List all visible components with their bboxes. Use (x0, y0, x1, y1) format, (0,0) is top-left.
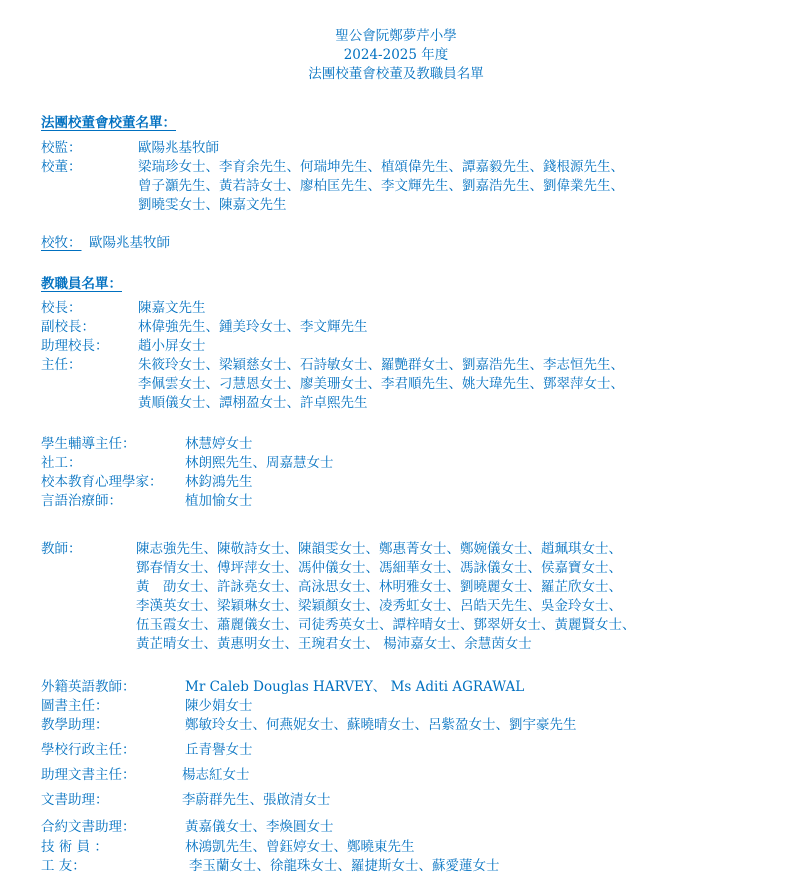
guidance-label: 學生輔導主任： (41, 436, 136, 452)
assistant-principal-label: 助理校長： (41, 338, 109, 354)
social-worker-names: 林朗熙先生、周嘉慧女士 (185, 455, 334, 471)
board-heading: 法團校董會校董名單： (41, 115, 176, 131)
technician-names: 林鴻凱先生、曾鈺婷女士、鄭曉東先生 (185, 839, 415, 855)
heads-line: 黃順儀女士、譚栩盈女士、許卓熙先生 (138, 395, 368, 411)
social-worker-label: 社工： (41, 455, 82, 471)
school-name: 聖公會阮鄭夢芹小學 (335, 28, 457, 44)
janitor-label: 工 友： (41, 858, 86, 874)
contract-clerical-assistant-names: 黃嘉儀女士、李煥圓女士 (185, 819, 334, 835)
managers-label: 校董： (41, 159, 82, 175)
technician-label: 技 術 員 ： (41, 839, 108, 855)
teaching-assistant-label: 教學助理： (41, 717, 109, 733)
teachers-label: 教師： (41, 541, 82, 557)
admin-officer-name: 丘青譽女士 (185, 742, 253, 758)
principal-name: 陳嘉文先生 (138, 300, 206, 316)
managers-line: 曾子灝先生、黃若詩女士、廖柏匡先生、李文輝先生、劉嘉浩先生、劉偉業先生、 (138, 178, 624, 194)
teachers-line: 鄧春情女士、傅坪萍女士、馮仲儀女士、馮細華女士、馮詠儀女士、侯嘉寶女士、 (136, 560, 622, 576)
teaching-assistant-names: 鄭敏玲女士、何燕妮女士、蘇曉晴女士、呂紫盈女士、劉宇豪先生 (185, 717, 577, 733)
supervisor-name: 歐陽兆基牧師 (138, 140, 219, 156)
contract-clerical-assistant-label: 合約文書助理： (41, 819, 136, 835)
teachers-line: 黃芷晴女士、黃惠明女士、王琬君女士、 楊沛嘉女士、余慧茵女士 (136, 636, 532, 652)
chaplain-label: 校牧： (41, 235, 82, 251)
librarian-name: 陳少娟女士 (185, 698, 253, 714)
vice-principal-label: 副校長： (41, 319, 95, 335)
speech-therapist-name: 植加愉女士 (185, 493, 253, 509)
guidance-name: 林慧婷女士 (185, 436, 253, 452)
psychologist-label: 校本教育心理學家： (41, 474, 163, 490)
supervisor-label: 校監： (41, 140, 82, 156)
managers-line: 梁瑞珍女士、李育余先生、何瑞坤先生、植頌偉先生、譚嘉毅先生、錢根源先生、 (138, 159, 624, 175)
speech-therapist-label: 言語治療師： (41, 493, 122, 509)
managers-line: 劉曉雯女士、陳嘉文先生 (138, 197, 287, 213)
psychologist-name: 林鈞鴻先生 (185, 474, 253, 490)
teachers-line: 陳志強先生、陳敬詩女士、陳韻雯女士、鄭惠菁女士、鄭婉儀女士、趙珮琪女士、 (136, 541, 622, 557)
vice-principal-names: 林偉強先生、鍾美玲女士、李文輝先生 (138, 319, 368, 335)
clerical-assistant-label: 文書助理： (41, 792, 109, 808)
document-title: 法團校董會校董及教職員名單 (308, 66, 484, 82)
clerical-assistant-names: 李蔚群先生、張啟清女士 (182, 792, 331, 808)
teachers-line: 黃 劭女士、許詠堯女士、高泳思女士、林明雅女士、劉曉麗女士、羅芷欣女士、 (136, 579, 622, 595)
janitor-names: 李玉蘭女士、徐龍珠女士、羅捷斯女士、蘇愛蓮女士 (189, 858, 500, 874)
librarian-label: 圖書主任： (41, 698, 109, 714)
heads-line: 朱筱玲女士、梁穎慈女士、石詩敏女士、羅艷群女士、劉嘉浩先生、李志恒先生、 (138, 357, 624, 373)
native-english-teacher-names: Mr Caleb Douglas HARVEY、 Ms Aditi AGRAWAL (185, 679, 525, 695)
teachers-line: 李漢英女士、梁穎琳女士、梁穎顏女士、凌秀虹女士、呂皓天先生、吳金玲女士、 (136, 598, 622, 614)
assistant-principal-name: 趙小屏女士 (138, 338, 206, 354)
heads-line: 李佩雲女士、刁慧恩女士、廖美珊女士、李君順先生、姚大瑋先生、鄧翠萍女士、 (138, 376, 624, 392)
native-english-teacher-label: 外籍英語教師： (41, 679, 136, 695)
staff-heading: 教職員名單： (41, 276, 122, 292)
heads-label: 主任： (41, 357, 82, 373)
assistant-clerical-officer-name: 楊志紅女士 (182, 767, 250, 783)
assistant-clerical-officer-label: 助理文書主任： (41, 767, 136, 783)
school-year: 2024-2025 年度 (343, 47, 449, 63)
teachers-line: 伍玉霞女士、蕭麗儀女士、司徒秀英女士、譚梓晴女士、鄧翠妍女士、黃麗賢女士、 (136, 617, 636, 633)
admin-officer-label: 學校行政主任： (41, 742, 136, 758)
principal-label: 校長： (41, 300, 82, 316)
chaplain-name: 歐陽兆基牧師 (89, 235, 170, 251)
